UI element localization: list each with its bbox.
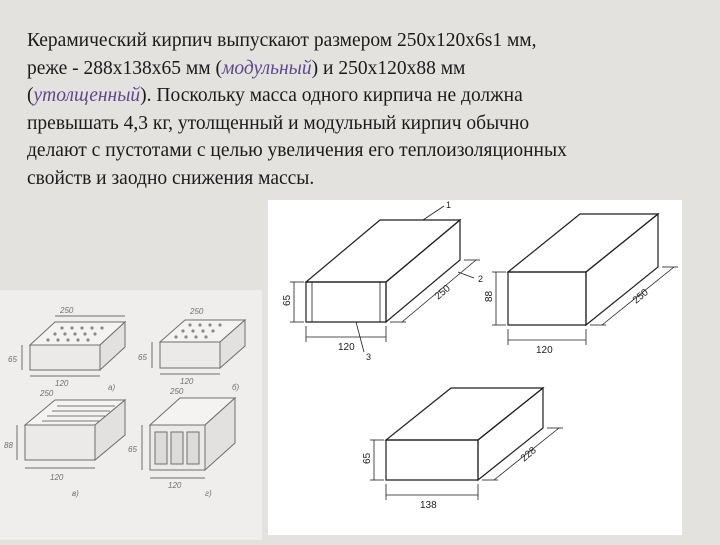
callout-1: 1 (446, 200, 452, 210)
hollow-c-height-label: 88 (4, 441, 13, 450)
brick1-depth-label: 250 (432, 283, 453, 303)
brick2-width-label: 120 (536, 345, 553, 356)
text-line-2b: ) и 250х120х88 мм (311, 57, 466, 79)
hollow-brick-a (22, 316, 125, 376)
hollow-brick-c (17, 400, 125, 468)
modular-brick-dimensions (370, 428, 563, 500)
text-line-1: Керамический кирпич выпускают размером 250х120х6s1 мм, (27, 30, 537, 51)
hollow-c-tag: в) (72, 489, 79, 498)
brick2-height-label: 88 (484, 290, 495, 302)
thickened-brick (508, 214, 658, 325)
hollow-d-tag: г) (205, 489, 212, 498)
text-line-2a: реже - 288х138х65 мм ( (27, 57, 222, 79)
callout-2: 2 (478, 274, 484, 284)
hollow-b-tag: б) (232, 383, 240, 392)
hollow-d-width-label: 120 (168, 481, 182, 490)
brick-dimensions-drawing (268, 200, 682, 535)
hollow-brick-d (142, 398, 235, 478)
hollow-brick-b (152, 320, 245, 374)
brick3-depth-label: 228 (518, 445, 539, 465)
standard-brick (306, 220, 460, 322)
hollow-c-depth-label: 250 (40, 389, 54, 398)
thickened-term: утолщенный (33, 85, 141, 106)
text-line-5: делают с пустотами с целью увеличения его теплоизоляционных (27, 140, 567, 161)
text-line-6: свойств и заодно снижения массы. (27, 167, 315, 189)
brick3-width-label: 138 (420, 500, 437, 511)
hollow-bricks-drawing (0, 290, 262, 540)
brick-dimensions-figure (268, 200, 682, 535)
callout-3: 3 (366, 352, 372, 362)
brick2-depth-label: 250 (630, 287, 651, 307)
hollow-b-width-label: 120 (180, 377, 194, 386)
hollow-c-width-label: 120 (50, 473, 64, 482)
hollow-d-depth-label: 250 (170, 387, 184, 396)
body-text (27, 27, 707, 192)
hollow-a-tag: а) (108, 383, 116, 392)
modular-brick (386, 388, 543, 480)
hollow-bricks-figure (0, 290, 262, 540)
brick3-height-label: 65 (362, 452, 373, 464)
text-line-3a: ( (27, 85, 34, 106)
text-line-3b: ). Поскольку масса одного кирпича не должна (140, 85, 523, 106)
text-line-4: превышать 4,3 кг, утолщенный и модульный кирпич обычно (27, 112, 530, 134)
hollow-a-height-label: 65 (8, 355, 17, 364)
brick1-height-label: 65 (282, 294, 293, 306)
hollow-a-width-label: 120 (55, 379, 69, 388)
hollow-d-height-label: 65 (128, 445, 137, 454)
brick1-width-label: 120 (338, 342, 355, 353)
thickened-brick-dimensions (492, 267, 678, 345)
modular-term: модульный (221, 57, 312, 79)
hollow-b-depth-label: 250 (190, 307, 204, 316)
hollow-b-height-label: 65 (138, 353, 147, 362)
hollow-a-depth-label: 250 (60, 306, 74, 315)
